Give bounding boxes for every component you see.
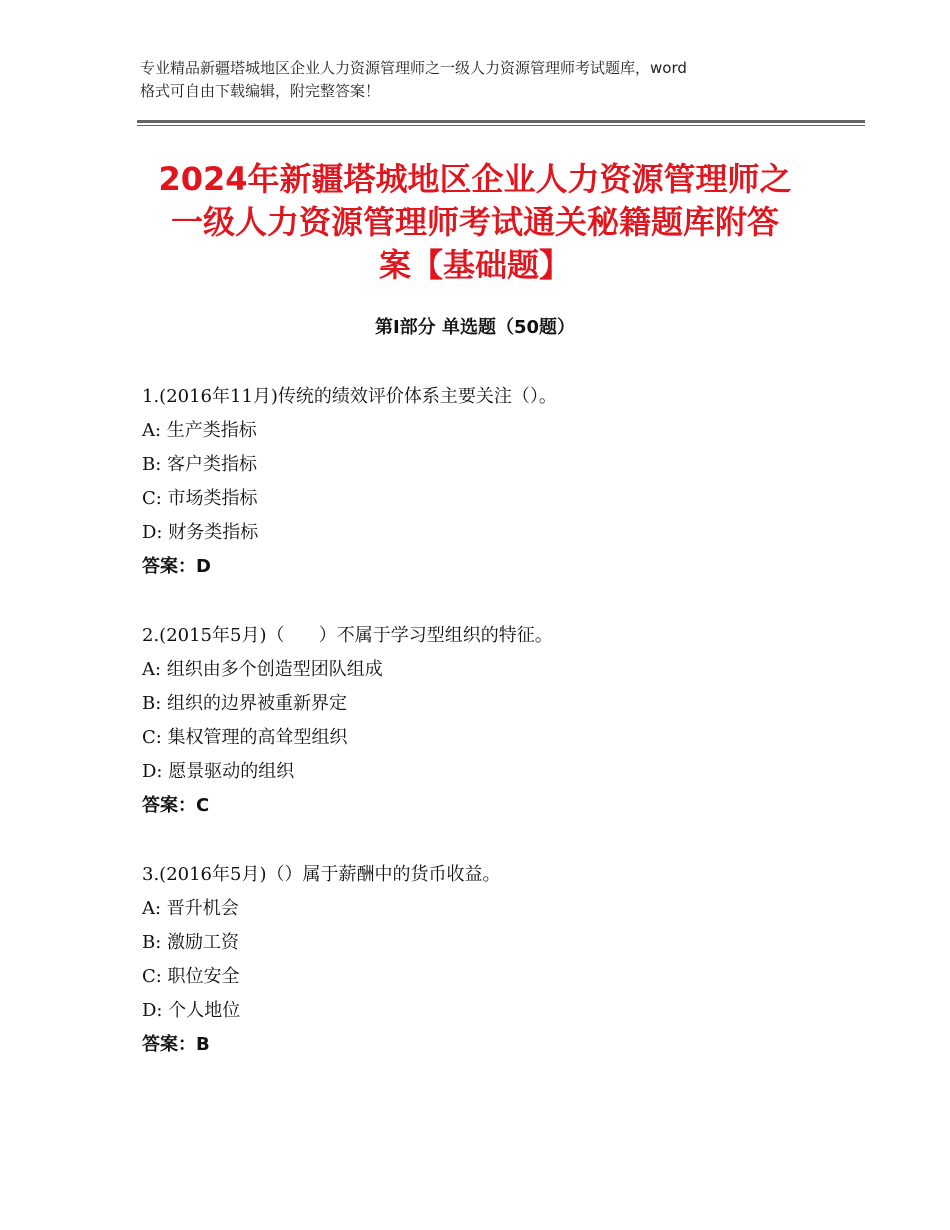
header-divider-thin [137, 125, 865, 126]
option-c: C: 集权管理的高耸型组织 [142, 727, 348, 748]
question-3 [142, 858, 862, 1062]
question-2 [142, 619, 862, 823]
header-divider-thick [137, 120, 865, 123]
option-c: C: 市场类指标 [142, 488, 258, 509]
header-note-line-1: 专业精品新疆塔城地区企业人力资源管理师之一级人力资源管理师考试题库，word [140, 59, 687, 77]
title-line-1: 2024年新疆塔城地区企业人力资源管理师之 [158, 160, 792, 198]
title-line-2: 一级人力资源管理师考试通关秘籍题库附答 [170, 203, 779, 241]
header-divider [137, 120, 865, 126]
header-note [140, 57, 830, 103]
answer: 答案：C [142, 795, 210, 816]
header-note-line-2: 格式可自由下载编辑，附完整答案！ [140, 82, 381, 100]
option-d: D: 个人地位 [142, 1000, 241, 1021]
option-a: A: 生产类指标 [142, 420, 257, 441]
title-line-3: 案【基础题】 [378, 246, 571, 284]
option-b: B: 激励工资 [142, 932, 240, 953]
question-stem: 2.(2015年5月)（ ）不属于学习型组织的特征。 [142, 625, 553, 646]
question-stem: 1.(2016年11月)传统的绩效评价体系主要关注（）。 [142, 386, 557, 407]
option-b: B: 客户类指标 [142, 454, 258, 475]
option-b: B: 组织的边界被重新界定 [142, 693, 348, 714]
answer: 答案：B [142, 1034, 210, 1055]
option-a: A: 晋升机会 [142, 898, 239, 919]
document-title [120, 158, 830, 287]
option-a: A: 组织由多个创造型团队组成 [142, 659, 383, 680]
option-c: C: 职位安全 [142, 966, 240, 987]
answer: 答案：D [142, 556, 211, 577]
question-1 [142, 380, 862, 584]
section-heading: 第Ⅰ部分 单选题（50题） [374, 317, 575, 338]
option-d: D: 愿景驱动的组织 [142, 761, 295, 782]
option-d: D: 财务类指标 [142, 522, 259, 543]
question-stem: 3.(2016年5月)（）属于薪酬中的货币收益。 [142, 864, 501, 885]
